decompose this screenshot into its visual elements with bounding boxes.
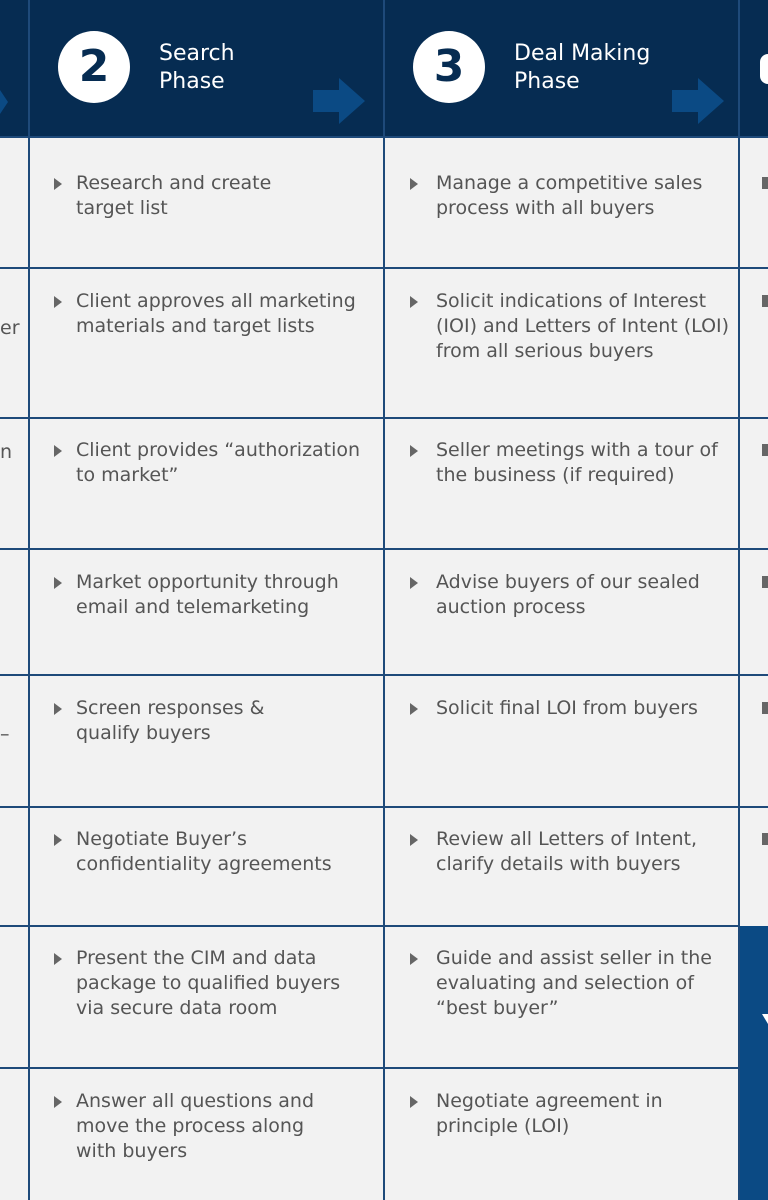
bullet-icon [54,178,62,190]
row-divider [0,1067,740,1069]
column-divider [383,0,385,1200]
row-divider [0,417,740,419]
bullet-icon [54,1096,62,1108]
bullet-icon [410,953,418,965]
bullet-icon [762,576,768,588]
next-phase-badge-partial [760,54,768,84]
bullet-icon [410,445,418,457]
row-divider [740,136,768,138]
bullet-icon [54,296,62,308]
search-step: Research and create target list [76,172,272,219]
left-column-fragment: n [0,441,13,463]
bullet-icon [410,834,418,846]
phase-title: Search Phase [159,41,235,94]
bullet-icon [762,444,768,456]
row-divider [0,136,740,138]
bullet-icon [762,702,768,714]
left-column-fragment: – [0,723,10,745]
bullet-icon [54,445,62,457]
arrow-right-icon [0,90,8,114]
bullet-icon [410,577,418,589]
phase-title: Deal Making Phase [514,41,651,94]
bullet-icon [410,178,418,190]
bullet-icon [410,703,418,715]
left-column-fragment: er [0,317,20,339]
bullet-icon [54,834,62,846]
search-step: Answer all questions and move the process along with buyers [76,1090,315,1162]
row-divider [0,548,740,550]
row-divider [740,674,768,676]
row-divider [740,267,768,269]
deal-step: Seller meetings with a tour of the business (if required) [436,439,718,486]
search-step: Negotiate Buyer’s confidentiality agreements [76,828,332,875]
deal-step: Solicit indications of Interest (IOI) and Letters of Intent (LOI) from all serious buyers [436,290,730,362]
row-divider [0,674,740,676]
row-divider [740,548,768,550]
row-divider [0,925,740,927]
search-step: Present the CIM and data package to qualified buyers via secure data room [76,947,341,1019]
bullet-icon [762,177,768,189]
deal-step: Negotiate agreement in principle (LOI) [436,1090,663,1137]
phase-number-badge: 3 [413,31,485,103]
bullet-icon [762,295,768,307]
chevron-down-icon [762,1014,768,1024]
row-divider [0,267,740,269]
column-divider [28,0,30,1200]
next-phase-panel-partial [740,926,768,1200]
bullet-icon [762,833,768,845]
bullet-icon [54,577,62,589]
bullet-icon [54,703,62,715]
bullet-icon [410,296,418,308]
deal-step: Review all Letters of Intent, clarify details with buyers [436,828,698,875]
arrow-right-icon [313,78,365,124]
row-divider [740,417,768,419]
bullet-icon [410,1096,418,1108]
row-divider [0,806,740,808]
arrow-right-icon [672,78,724,124]
phase-number-badge: 2 [58,31,130,103]
deal-step: Manage a competitive sales process with all buyers [436,172,703,219]
deal-step: Guide and assist seller in the evaluating and selection of “best buyer” [436,947,712,1019]
deal-step: Solicit final LOI from buyers [436,697,698,719]
search-step: Screen responses & qualify buyers [76,697,265,744]
deal-step: Advise buyers of our sealed auction process [436,571,700,618]
row-divider [740,806,768,808]
search-step: Client approves all marketing materials and target lists [76,290,356,337]
search-step: Client provides “authorization to market” [76,439,361,486]
search-step: Market opportunity through email and telemarketing [76,571,339,618]
bullet-icon [54,953,62,965]
